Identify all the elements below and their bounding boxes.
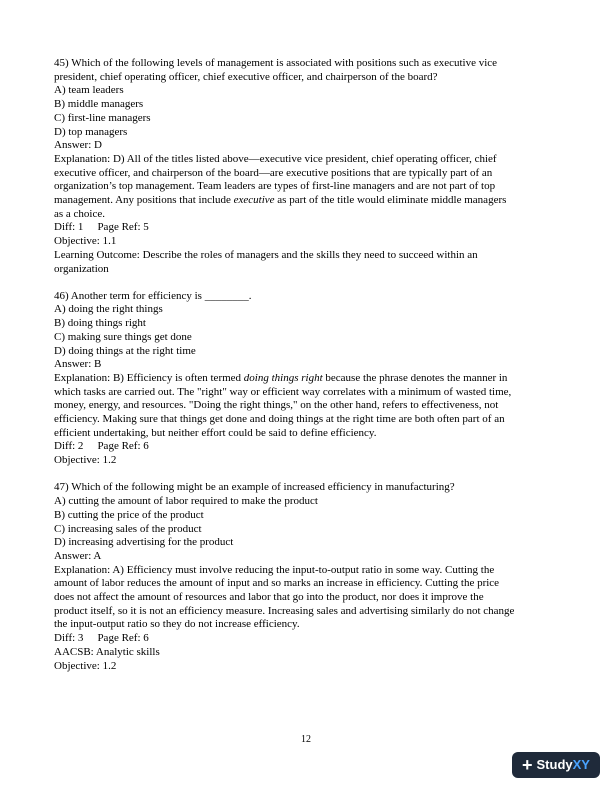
page-ref: Page Ref: 5: [97, 221, 149, 234]
question-46: [54, 290, 564, 468]
difficulty: Diff: 1: [54, 221, 84, 234]
option-b: B) doing things right: [54, 317, 146, 330]
explanation-line: as a choice.: [54, 207, 105, 220]
option-d: D) increasing advertising for the product: [54, 536, 234, 549]
page-ref: Page Ref: 6: [97, 632, 149, 645]
explanation-emphasis: executive: [233, 194, 275, 207]
question-47: [54, 481, 564, 673]
explanation-text: because the phrase denotes the manner in: [322, 371, 508, 384]
explanation-line: organization’s top management. Team leaders are types of first-line managers and are not part of top: [54, 180, 496, 193]
option-a: A) team leaders: [54, 84, 124, 97]
option-b: B) middle managers: [54, 98, 144, 111]
option-c: C) first-line managers: [54, 111, 151, 124]
studyxy-badge[interactable]: [512, 752, 600, 778]
answer: Answer: A: [54, 549, 102, 562]
explanation-text: Explanation: B) Efficiency is often termed: [54, 371, 244, 384]
answer: Answer: B: [54, 358, 102, 371]
option-a: A) doing the right things: [54, 303, 163, 316]
difficulty: Diff: 2: [54, 440, 84, 453]
answer: Answer: D: [54, 139, 102, 152]
difficulty-row: [54, 440, 564, 454]
explanation-text: as part of the title would eliminate middle managers: [274, 194, 507, 207]
explanation-emphasis: doing things right: [243, 371, 323, 384]
explanation-line: Explanation: A) Efficiency must involve reducing the input-to-output ratio in some way. Cutting the: [54, 563, 495, 576]
option-c: C) making sure things get done: [54, 330, 192, 343]
explanation-line: Explanation: D) All of the titles listed above—executive vice president, chief operating officer, chief: [54, 152, 497, 165]
option-d: D) doing things at the right time: [54, 344, 196, 357]
explanation-line: [54, 194, 564, 208]
difficulty: Diff: 3: [54, 632, 84, 645]
brand-accent: XY: [572, 757, 590, 773]
objective: Objective: 1.2: [54, 659, 117, 672]
difficulty-row: [54, 221, 564, 235]
explanation-text: management. Any positions that include: [54, 194, 234, 207]
objective: Objective: 1.1: [54, 235, 117, 248]
question-text: 45) Which of the following levels of management is associated with positions such as executive vice: [54, 57, 498, 69]
learning-outcome: Learning Outcome: Describe the roles of managers and the skills they need to succeed within an: [54, 248, 478, 261]
question-text: president, chief operating officer, chief executive officer, and chairperson of the board?: [54, 70, 438, 83]
page-number: 12: [301, 734, 311, 745]
explanation-line: executive officer, and chairperson of the board—are executive positions that are typically part of an: [54, 166, 493, 179]
objective: Objective: 1.2: [54, 454, 117, 467]
aacsb: AACSB: Analytic skills: [54, 645, 160, 658]
question-text: 47) Which of the following might be an example of increased efficiency in manufacturing?: [54, 481, 455, 494]
explanation-line: [54, 372, 564, 386]
question-45: [54, 57, 564, 276]
explanation-line: efficient undertaking, but neither effort could be said to define efficiency.: [54, 426, 377, 439]
difficulty-row: [54, 632, 564, 646]
plus-icon: +: [522, 755, 533, 775]
option-b: B) cutting the price of the product: [54, 508, 204, 521]
page-content: [54, 57, 564, 673]
explanation-line: which tasks are carried out. The "right" way or efficient way correlates with a minimum of wasted time,: [54, 385, 512, 398]
explanation-line: efficiency. Making sure that things get done and doing things at the right time are both often part of an: [54, 413, 505, 426]
explanation-line: the input-output ratio so they do not increase efficiency.: [54, 618, 300, 631]
explanation-line: amount of labor reduces the amount of input and so marks an increase in efficiency. Cutting the price: [54, 577, 500, 590]
option-a: A) cutting the amount of labor required to make the product: [54, 495, 318, 508]
option-c: C) increasing sales of the product: [54, 522, 202, 535]
question-text: 46) Another term for efficiency is ________.: [54, 289, 252, 302]
explanation-line: money, energy, and resources. "Doing the right things," on the other hand, refers to effectiveness, not: [54, 399, 499, 412]
explanation-line: product itself, so it is not an efficiency measure. Increasing sales and advertising similarly do not change: [54, 604, 515, 617]
learning-outcome: organization: [54, 262, 109, 275]
page-ref: Page Ref: 6: [97, 440, 149, 453]
brand-main: Study: [536, 757, 573, 773]
explanation-line: does not affect the amount of resources and labor that go into the product, nor does it improve the: [54, 591, 484, 604]
option-d: D) top managers: [54, 125, 128, 138]
